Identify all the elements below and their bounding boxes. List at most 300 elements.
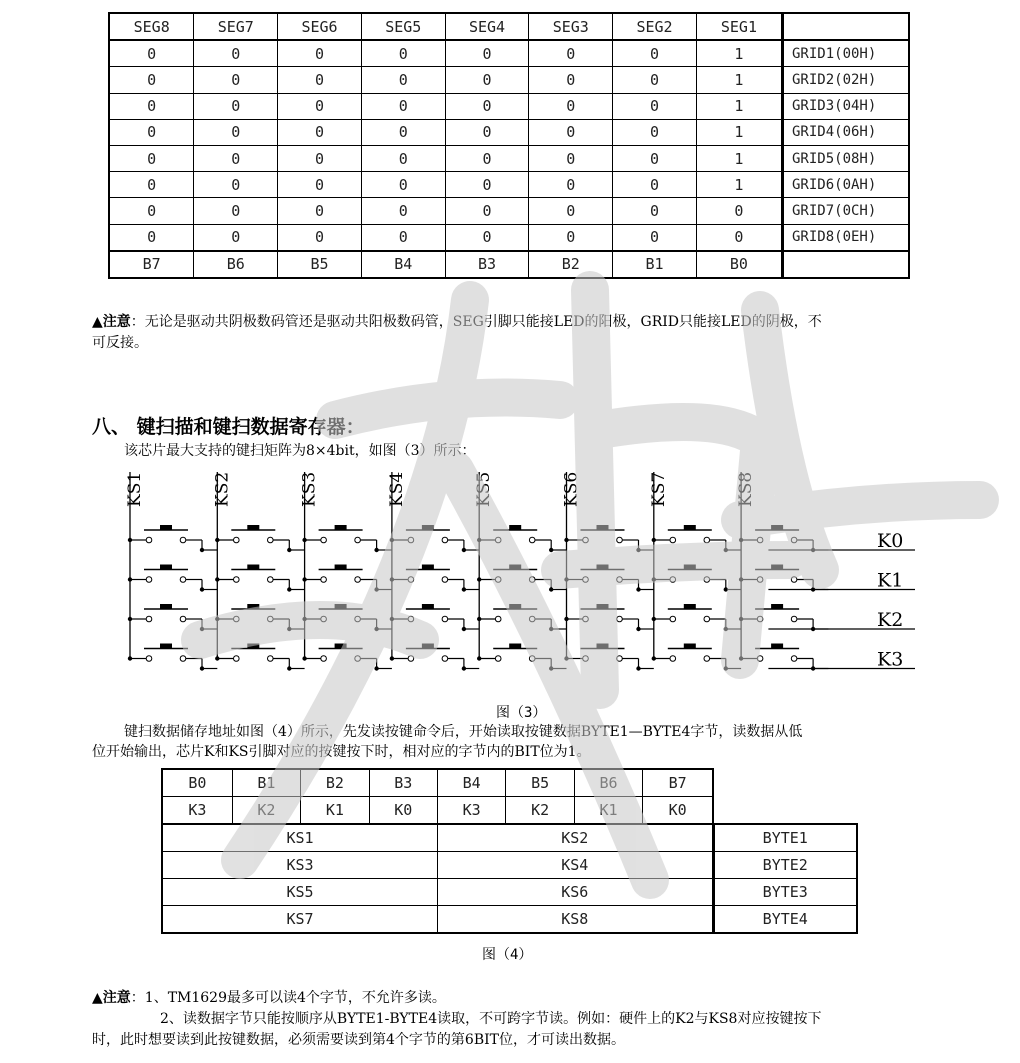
switch-contact <box>757 656 763 662</box>
junction-dot <box>128 538 132 542</box>
junction-dot <box>564 617 568 621</box>
switch-cap <box>684 604 696 609</box>
grid-cell: 0 <box>109 93 194 119</box>
switch-contact <box>704 537 710 543</box>
note-1 <box>92 312 952 354</box>
junction-dot <box>724 627 728 631</box>
junction-dot <box>215 656 219 660</box>
switch-contact <box>670 537 676 543</box>
row-label: K2 <box>877 609 904 631</box>
grid-cell: 0 <box>278 198 362 224</box>
bit-cell: B7 <box>643 769 713 797</box>
ks-right-cell: KS2 <box>437 824 713 852</box>
switch-contact <box>617 577 623 583</box>
switch-cap <box>597 565 609 570</box>
grid-cell: SEG6 <box>278 13 362 40</box>
key-matrix-diagram <box>100 462 930 694</box>
junction-dot <box>739 656 743 660</box>
switch-cap <box>160 525 172 530</box>
column-label: KS1 <box>125 471 145 507</box>
grid-cell: 0 <box>445 67 529 93</box>
switch-contact <box>617 656 623 662</box>
junction-dot <box>477 577 481 581</box>
grid-cell: 0 <box>109 145 194 171</box>
junction-dot <box>652 538 656 542</box>
grid-label-cell: GRID8(0EH) <box>783 224 910 251</box>
grid-cell: 0 <box>278 67 362 93</box>
junction-dot <box>811 548 815 552</box>
switch-cap <box>335 604 347 609</box>
junction-dot <box>215 538 219 542</box>
junction-dot <box>652 617 656 621</box>
grid-header-row <box>109 13 909 40</box>
grid-cell: 0 <box>361 145 445 171</box>
figure-3-caption: 图（3） <box>496 705 547 721</box>
switch-contact <box>529 537 535 543</box>
grid-cell: SEG1 <box>696 13 782 40</box>
switch-cap <box>771 604 783 609</box>
bit-cell: B5 <box>506 769 574 797</box>
grid-row <box>109 119 909 145</box>
readout-line-2: 位开始输出，芯片K和KS引脚对应的按键按下时，相对应的字节内的BIT位为1。 <box>92 744 591 760</box>
grid-cell: 0 <box>613 67 697 93</box>
byte-label-cell: BYTE4 <box>713 906 857 934</box>
switch-cap <box>422 525 434 530</box>
byte-ks-row <box>162 906 857 934</box>
note-2-line-2: 2、读数据字节只能按顺序从BYTE1-BYTE4读取，不可跨字节读。例如：硬件上的K2与KS8对应按键按下 <box>160 1011 822 1027</box>
junction-dot <box>287 666 291 670</box>
column-label: KS4 <box>386 471 407 507</box>
switch-contact <box>146 577 152 583</box>
junction-dot <box>200 666 204 670</box>
bit-cell: B3 <box>369 769 437 797</box>
switch-contact <box>321 616 327 622</box>
grid-cell: 0 <box>194 172 278 198</box>
grid-cell: 0 <box>194 67 278 93</box>
note-2-prefix: ▲注意 <box>92 990 131 1006</box>
byte-ks-row <box>162 824 857 852</box>
grid-cell: 0 <box>278 172 362 198</box>
grid-cell: 0 <box>613 224 697 251</box>
grid-row <box>109 172 909 198</box>
column-label: KS7 <box>648 471 669 507</box>
note-1-text2: 可反接。 <box>92 335 148 351</box>
grid-cell: 1 <box>696 172 782 198</box>
grid-cell: B3 <box>445 251 529 278</box>
grid-label-cell <box>783 251 910 278</box>
grid-label-cell: GRID3(04H) <box>783 93 910 119</box>
switch-contact <box>704 616 710 622</box>
grid-cell: 0 <box>361 40 445 67</box>
k-cell: K0 <box>369 797 437 825</box>
grid-cell: 0 <box>529 93 613 119</box>
switch-contact <box>757 537 763 543</box>
grid-label-cell: GRID1(00H) <box>783 40 910 67</box>
junction-dot <box>302 656 306 660</box>
grid-cell: SEG8 <box>109 13 194 40</box>
junction-dot <box>477 538 481 542</box>
grid-cell: 0 <box>696 198 782 224</box>
grid-cell: SEG2 <box>613 13 697 40</box>
grid-cell: SEG3 <box>529 13 613 40</box>
switch-contact <box>408 577 414 583</box>
switch-contact <box>704 577 710 583</box>
grid-cell: 0 <box>445 93 529 119</box>
row-label: K1 <box>877 569 904 592</box>
switch-cap <box>597 525 609 530</box>
switch-cap <box>771 525 783 530</box>
junction-dot <box>215 617 219 621</box>
switch-contact <box>442 656 448 662</box>
switch-contact <box>583 537 589 543</box>
grid-label-cell: GRID4(06H) <box>783 119 910 145</box>
switch-contact <box>495 616 501 622</box>
switch-contact <box>408 537 414 543</box>
switch-cap <box>509 644 521 649</box>
grid-cell: 0 <box>445 119 529 145</box>
grid-cell: 1 <box>696 93 782 119</box>
switch-contact <box>234 616 240 622</box>
switch-cap <box>247 604 259 609</box>
bit-cell: B4 <box>437 769 505 797</box>
junction-dot <box>374 666 378 670</box>
switch-contact <box>791 577 797 583</box>
junction-dot <box>549 666 553 670</box>
switch-contact <box>268 537 274 543</box>
switch-contact <box>757 616 763 622</box>
junction-dot <box>302 577 306 581</box>
junction-dot <box>390 577 394 581</box>
figure-4-caption: 图（4） <box>482 947 533 963</box>
junction-dot <box>564 538 568 542</box>
junction-dot <box>462 627 466 631</box>
grid-cell: 0 <box>278 224 362 251</box>
grid-cell: 0 <box>529 145 613 171</box>
junction-dot <box>462 666 466 670</box>
k-cell: K1 <box>301 797 369 825</box>
byte-ks-row <box>162 852 857 879</box>
switch-contact <box>355 656 361 662</box>
switch-cap <box>247 644 259 649</box>
switch-contact <box>529 577 535 583</box>
grid-cell: 0 <box>529 67 613 93</box>
switch-contact <box>146 616 152 622</box>
switch-contact <box>670 616 676 622</box>
switch-contact <box>495 537 501 543</box>
grid-cell: 0 <box>445 145 529 171</box>
switch-contact <box>442 577 448 583</box>
junction-dot <box>462 587 466 591</box>
junction-dot <box>724 548 728 552</box>
k-cell: K3 <box>437 797 505 825</box>
switch-contact <box>180 577 186 583</box>
junction-dot <box>128 656 132 660</box>
junction-dot <box>811 666 815 670</box>
switch-cap <box>684 525 696 530</box>
column-label: KS5 <box>474 471 495 507</box>
switch-contact <box>146 537 152 543</box>
ks-left-cell: KS1 <box>162 824 437 852</box>
switch-cap <box>335 525 347 530</box>
junction-dot <box>636 548 640 552</box>
grid-cell: 0 <box>194 93 278 119</box>
switch-contact <box>355 577 361 583</box>
switch-contact <box>180 656 186 662</box>
column-label: KS6 <box>561 471 582 507</box>
switch-cap <box>597 604 609 609</box>
byte-bit-row <box>162 769 857 797</box>
byte-label-cell: BYTE3 <box>713 879 857 906</box>
bit-cell: B6 <box>574 769 642 797</box>
grid-row <box>109 67 909 93</box>
junction-dot <box>390 617 394 621</box>
switch-contact <box>146 656 152 662</box>
switch-contact <box>757 577 763 583</box>
k-cell: K1 <box>574 797 642 825</box>
byte-label-cell: BYTE2 <box>713 852 857 879</box>
grid-cell: 0 <box>361 67 445 93</box>
switch-contact <box>617 537 623 543</box>
switch-contact <box>321 537 327 543</box>
switch-cap <box>160 565 172 570</box>
grid-cell: B5 <box>278 251 362 278</box>
switch-contact <box>583 616 589 622</box>
k-cell: K2 <box>232 797 300 825</box>
switch-cap <box>509 565 521 570</box>
junction-dot <box>128 617 132 621</box>
grid-cell: 0 <box>445 40 529 67</box>
k-cell: K2 <box>506 797 574 825</box>
column-label: KS2 <box>212 471 233 507</box>
switch-cap <box>597 644 609 649</box>
section-title: 八、 键扫描和键扫数据寄存器： <box>92 416 365 438</box>
junction-dot <box>477 617 481 621</box>
switch-contact <box>529 616 535 622</box>
switch-cap <box>335 644 347 649</box>
grid-cell: SEG7 <box>194 13 278 40</box>
grid-cell: B0 <box>696 251 782 278</box>
junction-dot <box>739 617 743 621</box>
switch-contact <box>408 616 414 622</box>
switch-contact <box>180 537 186 543</box>
switch-contact <box>495 656 501 662</box>
junction-dot <box>477 656 481 660</box>
switch-cap <box>160 644 172 649</box>
junction-dot <box>390 538 394 542</box>
switch-contact <box>529 656 535 662</box>
grid-cell: 0 <box>194 40 278 67</box>
junction-dot <box>564 577 568 581</box>
junction-dot <box>811 627 815 631</box>
bit-cell: B1 <box>232 769 300 797</box>
junction-dot <box>636 587 640 591</box>
note-2-line-3: 时，此时想要读到此按键数据，必须需要读到第4个字节的第6BIT位，才可读出数据。 <box>92 1032 625 1048</box>
junction-dot <box>128 577 132 581</box>
grid-cell: 0 <box>109 224 194 251</box>
switch-cap <box>335 565 347 570</box>
grid-cell: B2 <box>529 251 613 278</box>
row-label: K3 <box>877 648 904 671</box>
grid-footer-row <box>109 251 909 278</box>
switch-contact <box>670 656 676 662</box>
grid-cell: 0 <box>361 198 445 224</box>
switch-contact <box>180 616 186 622</box>
junction-dot <box>739 538 743 542</box>
junction-dot <box>374 587 378 591</box>
junction-dot <box>200 548 204 552</box>
section-intro: 该芯片最大支持的键扫矩阵为8×4bit，如图（3）所示： <box>124 443 476 459</box>
grid-cell: 0 <box>109 40 194 67</box>
grid-row <box>109 145 909 171</box>
watermark-stroke <box>335 398 560 421</box>
grid-cell: 0 <box>361 172 445 198</box>
junction-dot <box>652 577 656 581</box>
switch-cap <box>771 565 783 570</box>
grid-label-cell: GRID5(08H) <box>783 145 910 171</box>
column-label: KS8 <box>736 471 757 507</box>
grid-cell: 0 <box>445 224 529 251</box>
ks-left-cell: KS3 <box>162 852 437 879</box>
grid-cell: 1 <box>696 67 782 93</box>
switch-cap <box>160 604 172 609</box>
grid-cell: 0 <box>278 145 362 171</box>
switch-contact <box>791 616 797 622</box>
switch-contact <box>704 656 710 662</box>
note-2 <box>92 988 952 1051</box>
junction-dot <box>287 627 291 631</box>
switch-cap <box>247 565 259 570</box>
junction-dot <box>652 656 656 660</box>
grid-segment-table <box>108 12 910 279</box>
junction-dot <box>811 587 815 591</box>
ks-right-cell: KS4 <box>437 852 713 879</box>
switch-cap <box>771 644 783 649</box>
switch-cap <box>247 525 259 530</box>
readout-line-1: 键扫数据储存地址如图（4）所示，先发读按键命令后，开始读取按键数据BYTE1—BYTE4字节，读数据从低 <box>124 724 803 740</box>
junction-dot <box>374 627 378 631</box>
grid-cell: 0 <box>278 40 362 67</box>
junction-dot <box>549 627 553 631</box>
grid-cell: 0 <box>278 93 362 119</box>
blank-cell <box>713 769 857 797</box>
grid-cell: 0 <box>278 119 362 145</box>
junction-dot <box>200 627 204 631</box>
junction-dot <box>564 656 568 660</box>
bit-cell: B0 <box>162 769 232 797</box>
switch-contact <box>442 616 448 622</box>
grid-cell: 1 <box>696 119 782 145</box>
byte-label-cell: BYTE1 <box>713 824 857 852</box>
junction-dot <box>302 617 306 621</box>
grid-cell: 0 <box>529 40 613 67</box>
junction-dot <box>390 656 394 660</box>
grid-cell: 0 <box>194 198 278 224</box>
switch-contact <box>234 656 240 662</box>
grid-row <box>109 198 909 224</box>
k-cell: K0 <box>643 797 713 825</box>
grid-cell: 0 <box>445 198 529 224</box>
grid-label-cell: GRID7(0CH) <box>783 198 910 224</box>
blank-cell <box>713 797 857 825</box>
grid-row <box>109 224 909 251</box>
ks-right-cell: KS8 <box>437 906 713 934</box>
switch-contact <box>408 656 414 662</box>
grid-cell: 0 <box>613 198 697 224</box>
junction-dot <box>200 587 204 591</box>
junction-dot <box>287 587 291 591</box>
grid-cell: 0 <box>613 93 697 119</box>
note-1-prefix: ▲注意 <box>92 314 131 330</box>
ks-left-cell: KS5 <box>162 879 437 906</box>
bit-cell: B2 <box>301 769 369 797</box>
grid-cell: 0 <box>194 145 278 171</box>
junction-dot <box>215 577 219 581</box>
grid-cell: 1 <box>696 145 782 171</box>
junction-dot <box>462 548 466 552</box>
switch-cap <box>422 604 434 609</box>
grid-cell: 1 <box>696 40 782 67</box>
grid-cell: 0 <box>361 93 445 119</box>
column-label: KS3 <box>299 471 320 507</box>
grid-row <box>109 40 909 67</box>
byte-k-row <box>162 797 857 825</box>
junction-dot <box>636 666 640 670</box>
switch-contact <box>234 537 240 543</box>
switch-contact <box>268 577 274 583</box>
junction-dot <box>724 666 728 670</box>
switch-contact <box>442 537 448 543</box>
grid-cell: B7 <box>109 251 194 278</box>
keyscan-byte-table <box>161 768 858 934</box>
ks-left-cell: KS7 <box>162 906 437 934</box>
switch-contact <box>268 616 274 622</box>
switch-cap <box>509 525 521 530</box>
grid-cell: 0 <box>529 119 613 145</box>
junction-dot <box>302 538 306 542</box>
switch-cap <box>422 644 434 649</box>
switch-contact <box>791 656 797 662</box>
switch-cap <box>684 644 696 649</box>
grid-label-cell: GRID2(02H) <box>783 67 910 93</box>
switch-contact <box>791 537 797 543</box>
junction-dot <box>636 627 640 631</box>
junction-dot <box>287 548 291 552</box>
switch-cap <box>509 604 521 609</box>
byte-ks-row <box>162 879 857 906</box>
switch-contact <box>495 577 501 583</box>
row-label: K0 <box>877 530 904 552</box>
switch-contact <box>583 577 589 583</box>
grid-cell: 0 <box>361 224 445 251</box>
grid-cell: 0 <box>109 172 194 198</box>
junction-dot <box>374 548 378 552</box>
note-1-text: ：无论是驱动共阴极数码管还是驱动共阳极数码管，SEG引脚只能接LED的阳极，GRID只能接LED的阴极，不 <box>130 314 822 330</box>
grid-cell: 0 <box>529 224 613 251</box>
grid-cell: 0 <box>194 119 278 145</box>
grid-cell: B1 <box>613 251 697 278</box>
grid-cell: 0 <box>445 172 529 198</box>
switch-contact <box>321 656 327 662</box>
grid-cell: 0 <box>613 119 697 145</box>
switch-contact <box>321 577 327 583</box>
junction-dot <box>549 548 553 552</box>
grid-label-cell: GRID6(0AH) <box>783 172 910 198</box>
grid-cell: SEG5 <box>361 13 445 40</box>
k-cell: K3 <box>162 797 232 825</box>
grid-cell: 0 <box>529 172 613 198</box>
grid-cell: B4 <box>361 251 445 278</box>
junction-dot <box>739 577 743 581</box>
